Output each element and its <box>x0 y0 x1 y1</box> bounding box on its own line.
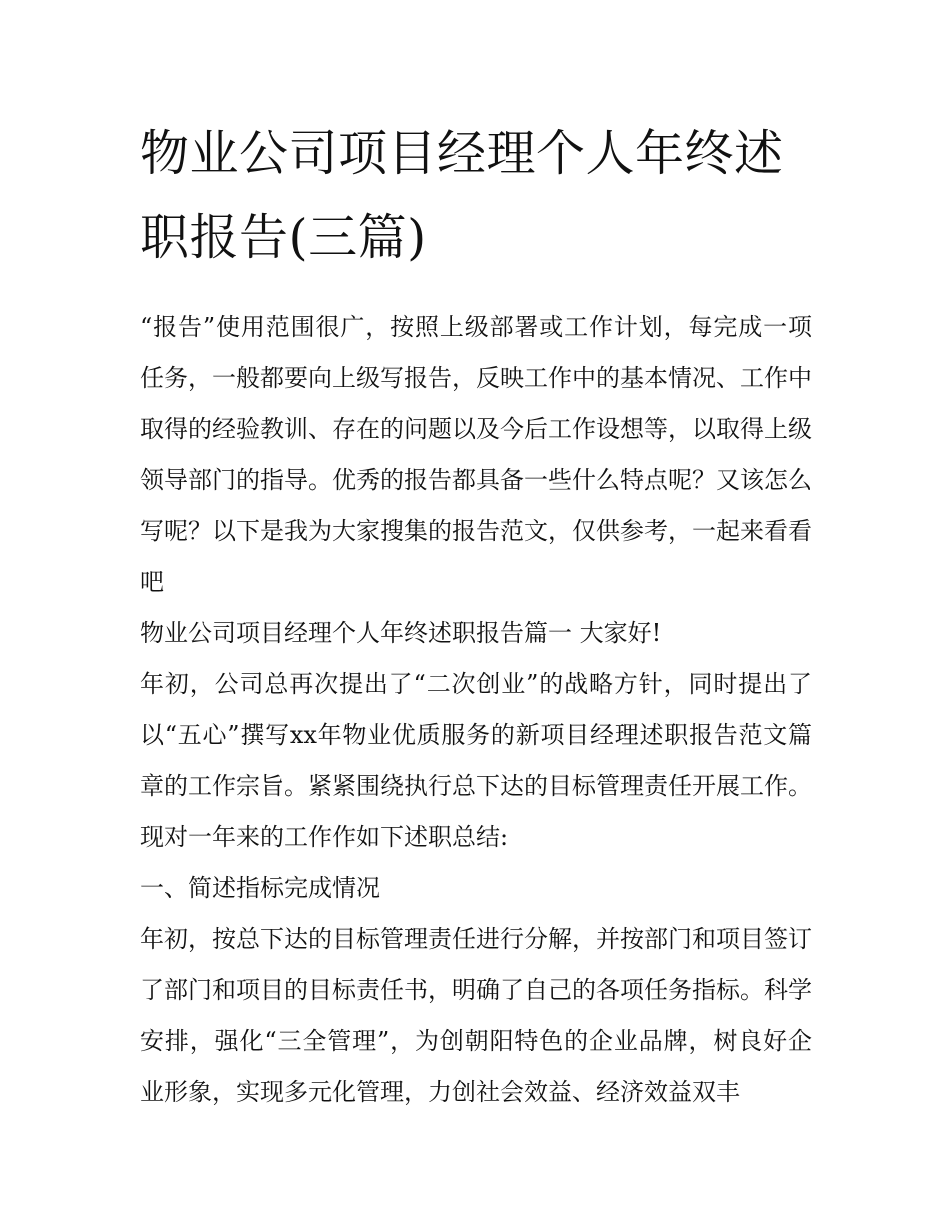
document-title: 物业公司项目经理个人年终述职报告(三篇) <box>140 125 784 266</box>
document-page <box>140 112 812 1118</box>
intro-paragraph: “报告”使用范围很广，按照上级部署或工作计划，每完成一项任务，一般都要向上级写报告，反映工作中的基本情况、工作中取得的经验教训、存在的问题以及今后工作设想等，以取得上级领导部门的指导。优秀的报告都具备一些什么特点呢？又该怎么写呢？以下是我为大家搜集的报告范文，仅供参考，一起来看看吧 <box>140 313 812 596</box>
section-heading-greeting: 物业公司项目经理个人年终述职报告篇一 大家好! <box>140 619 662 647</box>
section-heading: 一、简述指标完成情况 <box>140 874 380 902</box>
body-paragraph: 年初，按总下达的目标管理责任进行分解，并按部门和项目签订了部门和项目的目标责任书，明确了自己的各项任务指标。科学安排，强化“三全管理”，为创朝阳特色的企业品牌，树良好企业形象，实现多元化管理，力创社会效益、经济效益双丰 <box>140 925 812 1106</box>
body-paragraph: 年初，公司总再次提出了“二次创业”的战略方针，同时提出了以“五心”撰写xx年物业优质服务的新项目经理述职报告范文篇章的工作宗旨。紧紧围绕执行总下达的目标管理责任开展工作。现对一年来的工作作如下述职总结: <box>140 670 812 851</box>
